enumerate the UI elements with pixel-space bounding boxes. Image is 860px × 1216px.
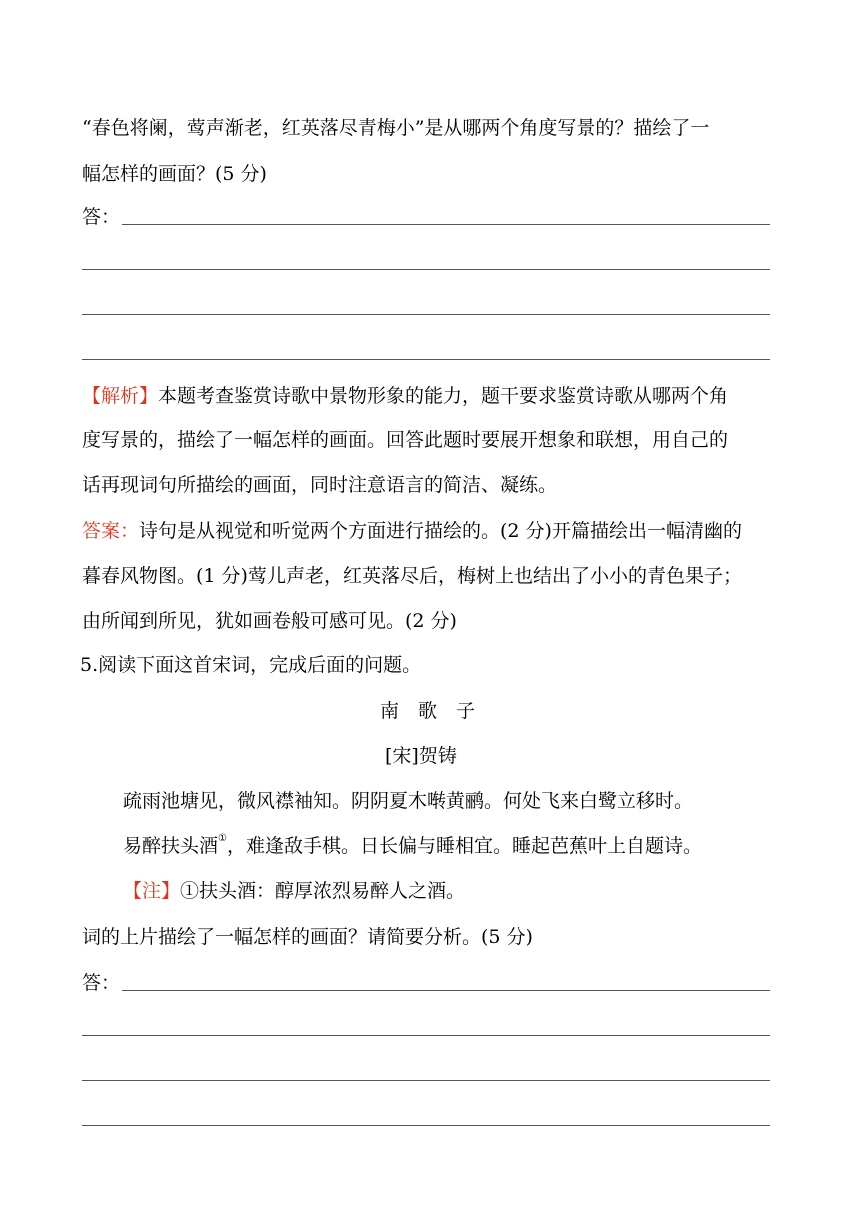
analysis-tag: 【解析】 xyxy=(82,385,159,407)
answer-label: 答： xyxy=(82,972,121,994)
answer-blank-line[interactable] xyxy=(82,269,770,270)
answer-key-line-1 xyxy=(82,519,742,543)
question-5-intro: 5.阅读下面这首宋词，完成后面的问题。 xyxy=(80,654,422,676)
answer-label: 答： xyxy=(82,206,121,228)
question-5-text: 词的上片描绘了一幅怎样的画面？请简要分析。(5 分) xyxy=(82,926,533,948)
answer-blank-line[interactable] xyxy=(122,224,770,225)
question-text-line-1: “春色将阑，莺声渐老，红英落尽青梅小”是从哪两个角度写景的？描绘了一 xyxy=(82,117,710,139)
note-text: ①扶头酒：醇厚浓烈易醉人之酒。 xyxy=(180,880,466,902)
poem-note xyxy=(123,879,465,903)
poem-line-2-part-a: 易醉扶头酒 xyxy=(123,835,219,857)
answer-blank-line[interactable] xyxy=(82,359,770,360)
answer-blank-line[interactable] xyxy=(122,990,770,991)
poem-title: 南 歌 子 xyxy=(380,700,476,722)
analysis-text: 本题考查鉴赏诗歌中景物形象的能力，题干要求鉴赏诗歌从哪两个角 xyxy=(158,385,729,407)
answer-blank-line[interactable] xyxy=(82,1080,770,1081)
poem-line-2 xyxy=(123,834,702,858)
answer-blank-line[interactable] xyxy=(82,1035,770,1036)
note-tag: 【注】 xyxy=(123,880,181,902)
analysis-line-2: 度写景的，描绘了一幅怎样的画面。回答此题时要展开想象和联想，用自己的 xyxy=(82,429,729,451)
poem-line-2-part-b: ，难逢敌手棋。日长偏与睡相宜。睡起芭蕉叶上自题诗。 xyxy=(226,835,702,857)
question-text-line-2: 幅怎样的画面？(5 分) xyxy=(82,163,267,185)
answer-key-line-3: 由所闻到所见，犹如画卷般可感可见。(2 分) xyxy=(82,610,457,632)
answer-key-tag: 答案： xyxy=(82,520,140,542)
analysis-line-1 xyxy=(82,384,728,408)
analysis-line-3: 话再现词句所描绘的画面，同时注意语言的简洁、凝练。 xyxy=(82,474,558,496)
answer-key-text: 诗句是从视觉和听觉两个方面进行描绘的。(2 分)开篇描绘出一幅清幽的 xyxy=(139,520,742,542)
poem-line-1: 疏雨池塘见，微风襟袖知。阴阴夏木啭黄鹂。何处飞来白鹭立移时。 xyxy=(123,790,694,812)
footnote-marker: ① xyxy=(218,833,227,844)
answer-key-line-2: 暮春风物图。(1 分)莺儿声老，红英落尽后，梅树上也结出了小小的青色果子； xyxy=(82,565,742,587)
answer-blank-line[interactable] xyxy=(82,1125,770,1126)
answer-blank-line[interactable] xyxy=(82,314,770,315)
poem-author: [宋]贺铸 xyxy=(385,745,457,767)
